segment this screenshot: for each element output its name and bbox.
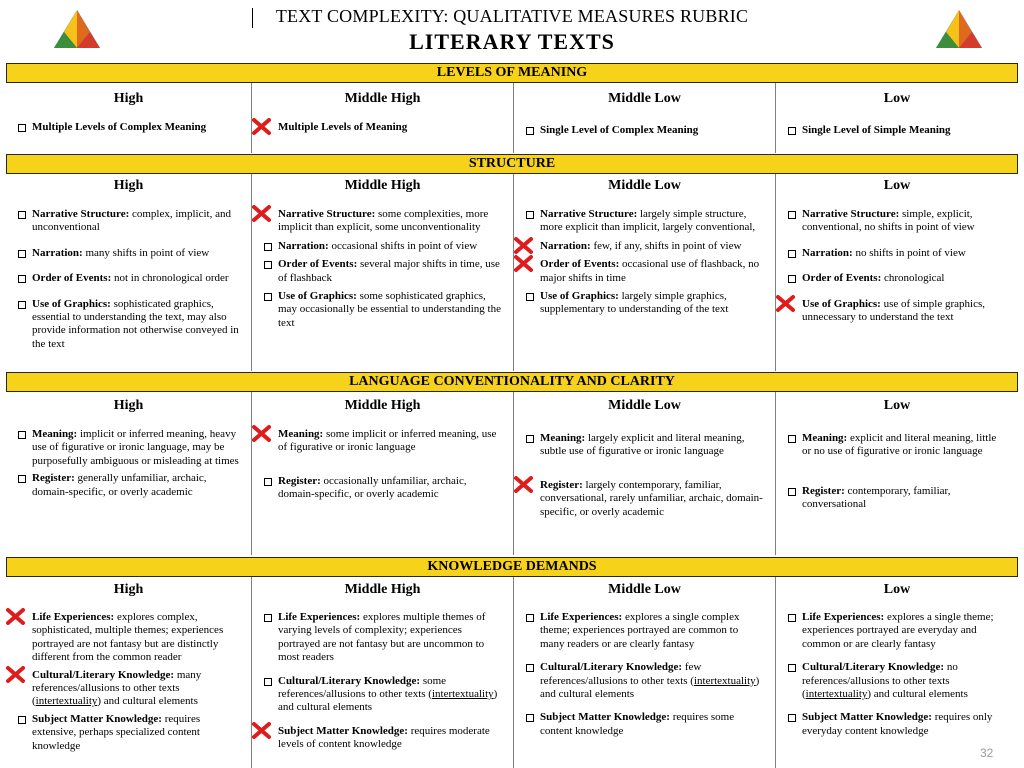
cell-low: [775, 577, 1018, 768]
triangle-logo-icon: [52, 8, 102, 50]
criterion-label: Cultural/Literary Knowledge:: [278, 674, 421, 687]
criterion-label: Meaning:: [540, 432, 586, 444]
column-header-high: High: [113, 398, 144, 413]
criterion-label: Subject Matter Knowledge:: [32, 712, 162, 725]
checkbox-icon[interactable]: [264, 293, 272, 301]
criterion-label: Use of Graphics:: [278, 290, 357, 303]
column-header-middle-high: Middle High: [344, 91, 421, 106]
criterion-item: [788, 124, 1006, 137]
criterion-label: Register:: [802, 484, 845, 497]
checkbox-icon[interactable]: [788, 435, 796, 443]
criterion-label: Life Experiences:: [32, 611, 115, 623]
criterion-text: requires only everyday content knowledge: [802, 711, 993, 737]
criterion-item: [526, 124, 763, 137]
criterion-item: [264, 675, 501, 715]
criterion-text: largely simple graphics, supplementary to understanding of the text: [540, 290, 729, 316]
section-band-levels-of-meaning: LEVELS OF MEANING: [6, 63, 1018, 83]
cell-middle-high: [251, 174, 513, 371]
criterion-term: intertextuality: [35, 695, 98, 708]
column-header-middle-high: Middle High: [344, 582, 421, 597]
criterion-item: [18, 208, 239, 235]
criterion-label: Narrative Structure:: [32, 208, 130, 220]
red-x-mark-icon[interactable]: [514, 255, 533, 272]
checkbox-icon[interactable]: [18, 475, 26, 483]
criteria-list: [264, 428, 501, 506]
checkbox-icon[interactable]: [18, 250, 26, 258]
checkbox-icon[interactable]: [526, 127, 534, 135]
column-header-middle-low: Middle Low: [608, 178, 681, 193]
criterion-label: Order of Events:: [32, 272, 112, 285]
red-x-mark-icon[interactable]: [252, 205, 271, 222]
rubric-title: TEXT COMPLEXITY: QUALITATIVE MEASURES RUBRIC: [275, 6, 749, 26]
checkbox-icon[interactable]: [788, 614, 796, 622]
criterion-label: Order of Events:: [540, 258, 620, 271]
red-x-mark-icon[interactable]: [776, 295, 795, 312]
criterion-item: [264, 121, 501, 134]
checkbox-icon[interactable]: [788, 275, 796, 283]
rubric-subtitle: LITERARY TEXTS: [409, 29, 615, 54]
criterion-item: [18, 713, 239, 753]
criterion-item: [526, 711, 763, 738]
cell-middle-low: [513, 392, 775, 555]
criterion-label: Cultural/Literary Knowledge:: [802, 661, 945, 674]
section-row-knowledge-demands: [6, 577, 1018, 768]
section-row-language-conventionality: [6, 392, 1018, 555]
criterion-label: Narration:: [540, 239, 591, 252]
checkbox-icon[interactable]: [18, 716, 26, 724]
criterion-text: some implicit or inferred meaning, use of figurative or ironic language: [278, 428, 497, 454]
page-number: 32: [980, 746, 994, 760]
criteria-list: [18, 611, 239, 757]
criterion-item: [788, 432, 1006, 459]
cell-low: [775, 83, 1018, 153]
criteria-list: [264, 611, 501, 756]
red-x-mark-icon[interactable]: [514, 476, 533, 493]
checkbox-icon[interactable]: [264, 478, 272, 486]
checkbox-icon[interactable]: [264, 614, 272, 622]
section-row-structure: [6, 174, 1018, 371]
criterion-label: Single Level of Complex Meaning: [540, 124, 699, 136]
cell-middle-high: [251, 83, 513, 153]
criterion-label: Subject Matter Knowledge:: [278, 724, 408, 737]
cell-low: [775, 174, 1018, 371]
criterion-text: many references/allusions to other texts (: [32, 668, 202, 708]
criterion-label: Narrative Structure:: [802, 208, 900, 220]
criterion-text: few references/allusions to other texts (: [540, 661, 702, 687]
criteria-list: [264, 121, 501, 138]
criterion-item: [526, 240, 763, 253]
criterion-text: explicit and literal meaning, little or no use of figurative or ironic language: [802, 432, 997, 458]
column-header-high: High: [113, 178, 144, 193]
column-header-low: Low: [883, 582, 911, 597]
criteria-list: [788, 124, 1006, 141]
criterion-text: contemporary, familiar, conversational: [802, 484, 951, 511]
checkbox-icon[interactable]: [526, 714, 534, 722]
criterion-text: generally unfamiliar, archaic, domain-specific, or overly academic: [32, 472, 207, 498]
criterion-term: intertextuality: [431, 688, 494, 701]
criterion-label: Register:: [32, 472, 75, 485]
red-x-mark-icon[interactable]: [6, 666, 25, 683]
checkbox-icon[interactable]: [264, 243, 272, 251]
criteria-list: [18, 428, 239, 503]
criterion-term: intertextuality: [805, 688, 868, 701]
checkbox-icon[interactable]: [526, 664, 534, 672]
criteria-list: [526, 208, 763, 321]
criterion-item: [264, 475, 501, 502]
criterion-item: [264, 725, 501, 752]
criterion-text: requires extensive, perhaps specialized content knowledge: [32, 712, 201, 752]
column-header-high: High: [113, 582, 144, 597]
red-x-mark-icon[interactable]: [252, 722, 271, 739]
column-header-low: Low: [883, 398, 911, 413]
criterion-text: many shifts in point of view: [82, 246, 210, 259]
checkbox-icon[interactable]: [788, 488, 796, 496]
criterion-text: occasional use of flashback, no major shifts in time: [540, 258, 760, 284]
cell-high: [6, 83, 251, 153]
criterion-text: sophisticated graphics, essential to understanding the text, may also provide information not otherwise conveyed in the text: [32, 297, 239, 350]
checkbox-icon[interactable]: [526, 435, 534, 443]
column-header-middle-high: Middle High: [344, 178, 421, 193]
checkbox-icon[interactable]: [18, 275, 26, 283]
criterion-text: several major shifts in time, use of flashback: [278, 258, 500, 284]
criterion-text: requires some content knowledge: [540, 711, 735, 737]
criterion-item: [18, 121, 239, 134]
checkbox-icon[interactable]: [788, 714, 796, 722]
criterion-item: [526, 479, 763, 519]
criteria-list: [526, 611, 763, 742]
criterion-label: Use of Graphics:: [802, 297, 881, 310]
section-band-language-conventionality: LANGUAGE CONVENTIONALITY AND CLARITY: [6, 372, 1018, 392]
criterion-item: [526, 290, 763, 317]
criterion-text: no references/allusions to other texts (: [802, 661, 958, 701]
criterion-item: [18, 298, 239, 352]
column-header-low: Low: [883, 91, 911, 106]
cell-high: [6, 174, 251, 371]
cell-middle-low: [513, 83, 775, 153]
column-header-middle-low: Middle Low: [608, 398, 681, 413]
criterion-text: some references/allusions to other texts (: [278, 674, 447, 701]
criteria-list: [264, 208, 501, 334]
criterion-item: [18, 472, 239, 499]
criterion-item: [18, 611, 239, 665]
criterion-text-tail: ) and cultural elements: [867, 688, 968, 701]
criterion-item: [788, 272, 1006, 285]
criterion-label: Meaning:: [32, 428, 78, 440]
criterion-label: Meaning:: [802, 432, 848, 444]
criterion-text: largely simple structure, more explicit than implicit, largely conventional,: [540, 208, 756, 234]
criterion-text: chronological: [881, 272, 945, 285]
criterion-label: Register:: [278, 474, 321, 487]
criterion-label: Multiple Levels of Meaning: [278, 121, 408, 133]
criterion-text: simple, explicit, conventional, no shifts in point of view: [802, 208, 975, 234]
criterion-text: explores multiple themes of varying levels of complexity; experiences portrayed are not fantasy but are uncommon to most readers: [278, 611, 486, 664]
criterion-label: Subject Matter Knowledge:: [802, 711, 932, 724]
cell-low: [775, 392, 1018, 555]
section-band-structure: STRUCTURE: [6, 154, 1018, 174]
criteria-list: [18, 208, 239, 355]
criterion-label: Narration:: [802, 246, 853, 259]
criterion-label: Multiple Levels of Complex Meaning: [32, 121, 207, 133]
criterion-item: [264, 208, 501, 235]
section-band-knowledge-demands: KNOWLEDGE DEMANDS: [6, 557, 1018, 577]
criterion-text: requires moderate levels of content knowledge: [278, 724, 490, 751]
criterion-label: Life Experiences:: [278, 611, 361, 623]
criterion-text: some complexities, more implicit than explicit, some unconventionality: [278, 208, 489, 234]
checkbox-icon[interactable]: [788, 211, 796, 219]
criterion-text: explores a single theme; experiences portrayed are everyday and common or are clearly fantasy: [802, 611, 994, 650]
criterion-text: no shifts in point of view: [852, 246, 966, 259]
checkbox-icon[interactable]: [788, 664, 796, 672]
criteria-list: [526, 124, 763, 141]
checkbox-icon[interactable]: [264, 261, 272, 269]
checkbox-icon[interactable]: [18, 301, 26, 309]
cell-high: [6, 392, 251, 555]
criterion-item: [526, 661, 763, 701]
column-header-middle-low: Middle Low: [608, 91, 681, 106]
criteria-list: [18, 121, 239, 138]
criterion-item: [264, 290, 501, 330]
criteria-list: [788, 432, 1006, 516]
checkbox-icon[interactable]: [264, 678, 272, 686]
red-x-mark-icon[interactable]: [252, 425, 271, 442]
criterion-label: Single Level of Simple Meaning: [802, 124, 951, 136]
checkbox-icon[interactable]: [526, 614, 534, 622]
column-header-middle-high: Middle High: [344, 398, 421, 413]
criterion-label: Cultural/Literary Knowledge:: [32, 668, 175, 681]
red-x-mark-icon[interactable]: [252, 118, 271, 135]
criterion-item: [788, 485, 1006, 512]
checkbox-icon[interactable]: [788, 127, 796, 135]
criterion-item: [788, 661, 1006, 701]
criterion-item: [788, 208, 1006, 235]
criterion-text-tail: ) and cultural elements: [278, 688, 498, 714]
criterion-item: [526, 611, 763, 651]
criterion-label: Cultural/Literary Knowledge:: [540, 661, 683, 674]
criterion-text: complex, implicit, and unconventional: [32, 208, 231, 234]
criterion-item: [788, 247, 1006, 260]
criterion-text: explores complex, sophisticated, multiple themes; experiences portrayed are not fantasy but are distinctly different from the common reader: [32, 611, 224, 664]
criterion-label: Order of Events:: [802, 272, 882, 285]
criteria-list: [788, 611, 1006, 742]
criterion-label: Order of Events:: [278, 258, 358, 271]
checkbox-icon[interactable]: [18, 124, 26, 132]
checkbox-icon[interactable]: [526, 211, 534, 219]
criterion-item: [526, 432, 763, 459]
column-header-low: Low: [883, 178, 911, 193]
criterion-text: largely explicit and literal meaning, subtle use of figurative or ironic language: [540, 432, 745, 458]
criterion-text: few, if any, shifts in point of view: [590, 239, 742, 252]
criterion-label: Subject Matter Knowledge:: [540, 711, 670, 724]
criterion-item: [18, 272, 239, 285]
cell-middle-low: [513, 577, 775, 768]
checkbox-icon[interactable]: [788, 250, 796, 258]
criterion-text-tail: ) and cultural elements: [97, 695, 198, 708]
criterion-item: [526, 208, 763, 235]
column-header-high: High: [113, 91, 144, 106]
cell-middle-high: [251, 392, 513, 555]
criterion-text-tail: ) and cultural elements: [540, 674, 760, 701]
criterion-text: implicit or inferred meaning, heavy use of figurative or ironic language, may be purposefully ambiguous or misleading at times: [32, 428, 239, 467]
criterion-label: Narrative Structure:: [278, 208, 376, 220]
section-row-levels-of-meaning: [6, 83, 1018, 153]
criterion-label: Meaning:: [278, 428, 324, 440]
criterion-text: use of simple graphics, unnecessary to understand the text: [802, 297, 986, 324]
red-x-mark-icon[interactable]: [6, 608, 25, 625]
criterion-text: explores a single complex theme; experiences portrayed are common to many readers or are clearly fantasy: [540, 611, 740, 650]
cell-high: [6, 577, 251, 768]
column-header-middle-low: Middle Low: [608, 582, 681, 597]
criterion-item: [264, 240, 501, 253]
cell-middle-high: [251, 577, 513, 768]
criterion-label: Life Experiences:: [540, 611, 623, 623]
criterion-text: largely contemporary, familiar, conversational, rarely unfamiliar, archaic, domain-specific, or overly academic: [540, 478, 763, 518]
criterion-label: Narrative Structure:: [540, 208, 638, 220]
criteria-list: [788, 208, 1006, 328]
criteria-list: [526, 432, 763, 523]
criterion-label: Narration:: [278, 239, 329, 252]
criterion-text: occasional shifts in point of view: [328, 239, 478, 252]
cell-middle-low: [513, 174, 775, 371]
criterion-item: [264, 428, 501, 455]
criterion-label: Register:: [540, 478, 583, 491]
criterion-label: Life Experiences:: [802, 611, 885, 623]
red-x-mark-icon[interactable]: [514, 237, 533, 254]
criterion-label: Narration:: [32, 246, 83, 259]
criterion-item: [526, 258, 763, 285]
criterion-term: intertextuality: [693, 674, 756, 687]
criterion-label: Use of Graphics:: [540, 290, 619, 303]
criterion-text: occasionally unfamiliar, archaic, domain-specific, or overly academic: [278, 474, 467, 501]
checkbox-icon[interactable]: [18, 211, 26, 219]
checkbox-icon[interactable]: [18, 431, 26, 439]
criterion-item: [264, 611, 501, 665]
criterion-item: [788, 298, 1006, 325]
criterion-item: [18, 669, 239, 709]
triangle-logo-icon: [934, 8, 984, 50]
criterion-item: [788, 711, 1006, 738]
criterion-label: Use of Graphics:: [32, 297, 111, 310]
criterion-item: [788, 611, 1006, 651]
criterion-text: some sophisticated graphics, may occasionally be essential to understanding the text: [278, 290, 501, 329]
criterion-item: [264, 258, 501, 285]
criterion-item: [18, 428, 239, 468]
criterion-item: [18, 247, 239, 260]
criterion-text: not in chronological order: [111, 272, 229, 285]
checkbox-icon[interactable]: [526, 293, 534, 301]
